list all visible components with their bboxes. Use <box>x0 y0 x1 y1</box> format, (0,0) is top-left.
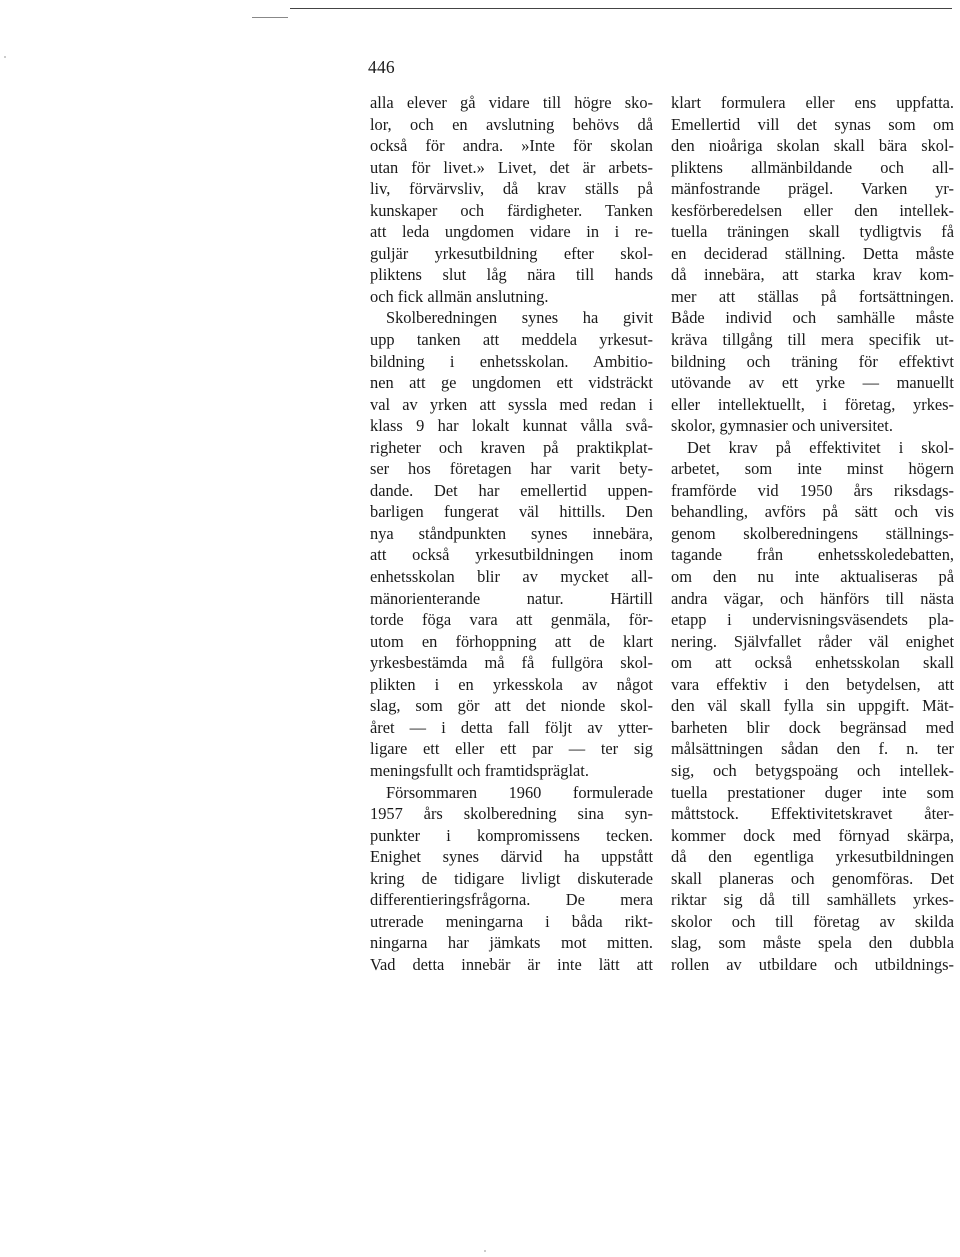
text-line: nya ståndpunkten synes innebära, <box>370 523 653 543</box>
text-line: nen att ge ungdomen ett vidsträckt <box>370 373 653 393</box>
text-line: måttstock. Effektivitetskravet åter- <box>671 804 954 824</box>
text-line: Enighet synes därvid ha uppstått <box>370 847 653 867</box>
text-line: vara effektiv i den betydelsen, att <box>671 674 954 694</box>
text-line: bildning och träning för effektivt <box>671 351 954 371</box>
text-line: om den nu inte aktualiseras på <box>671 567 954 587</box>
text-line: dande. Det har emellertid uppen- <box>370 480 653 500</box>
text-line: differentieringsfrågorna. De mera <box>370 890 653 910</box>
text-line: klass 9 har lokalt kunnat vålla svå- <box>370 416 653 436</box>
text-line: en deciderad ställning. Detta måste <box>671 243 954 263</box>
text-line: yrkesbestämda må få fullgöra skol- <box>370 653 653 673</box>
text-line: pliktens slut låg nära till hands <box>370 265 653 285</box>
text-line: kräva tillgång till mera specifik ut- <box>671 330 954 350</box>
text-line: upp tanken att meddela yrkesut- <box>370 330 653 350</box>
scan-speck <box>4 56 6 58</box>
text-line: Emellertid vill det synas som om <box>671 114 954 134</box>
text-line: kunskaper och färdigheter. Tanken <box>370 200 653 220</box>
text-line: Både individ och samhälle måste <box>671 308 954 328</box>
text-line: utrerade meningarna i båda rikt- <box>370 911 653 931</box>
text-line: då den egentliga yrkesutbildningen <box>671 847 954 867</box>
text-line: den nioåriga skolan skall bära skol- <box>671 136 954 156</box>
text-line: righeter och kraven på praktikplat- <box>370 437 653 457</box>
text-line: kesförberedelsen eller den intellek- <box>671 200 954 220</box>
text-line: 1957 års skolberedning sina syn- <box>370 804 653 824</box>
text-line: året — i detta fall följt av ytter- <box>370 717 653 737</box>
text-line: nering. Självfallet råder väl enighet <box>671 631 954 651</box>
text-line: val av yrken att syssla med redan i <box>370 394 653 414</box>
text-line: bildning i enhetsskolan. Ambitio- <box>370 351 653 371</box>
right-text-column <box>671 92 954 975</box>
text-line: tuella träningen skall tydligtvis få <box>671 222 954 242</box>
text-line: utövande av ett yrke — manuellt <box>671 373 954 393</box>
text-line: slag, som måste spela den dubbla <box>671 933 954 953</box>
text-line: då innebära, att starka krav kom- <box>671 265 954 285</box>
text-line: klart formulera eller ens uppfatta. <box>671 93 954 112</box>
text-line: Det krav på effektivitet i skol- <box>687 437 954 457</box>
text-line: utan för livet.» Livet, det är arbets- <box>370 157 653 177</box>
text-line: Vad detta innebär är inte lätt att <box>370 954 653 974</box>
page-number: 446 <box>368 57 395 77</box>
text-line: eller intellektuellt, i företag, yrkes- <box>671 394 954 414</box>
text-line: skall planeras och genomföras. Det <box>671 868 954 888</box>
text-line: plikten i en yrkesskola av något <box>370 674 653 694</box>
text-line: Skolberedningen synes ha givit <box>386 308 653 328</box>
text-line: genom skolberedningens ställnings- <box>671 523 954 543</box>
text-line: sig, och betygspoäng och intellek- <box>671 760 954 780</box>
text-line: etapp i undervisningsväsendets pla- <box>671 610 954 630</box>
text-line: liv, förvärvsliv, då krav ställs på <box>370 179 653 199</box>
text-line: guljär yrkesutbildning efter skol- <box>370 243 653 263</box>
text-line: barligen fungerat väl hittills. Den <box>370 502 653 522</box>
text-line: tagande från enhetsskoledebatten, <box>671 545 954 565</box>
text-line: meningsfullt och framtidspräglat. <box>370 760 589 780</box>
text-line: och fick allmän anslutning. <box>370 286 549 306</box>
text-line: torde föga vara att genmäla, för- <box>370 610 653 630</box>
text-line: arbetet, som inte minst högern <box>671 459 954 479</box>
text-line: den väl skall fylla sin uppgift. Mät- <box>671 696 954 716</box>
text-line: mänorienterande natur. Härtill <box>370 588 653 608</box>
text-line: skolor och till företag av skilda <box>671 911 954 931</box>
text-line: målsättningen sådan den f. n. ter <box>671 739 954 759</box>
text-line: att leda ungdomen vidare in i re- <box>370 222 653 242</box>
text-line: alla elever gå vidare till högre sko- <box>370 93 653 112</box>
text-line: tuella prestationer duger inte som <box>671 782 954 802</box>
text-line: ningarna har jämkats mot mitten. <box>370 933 653 953</box>
text-line: punkter i kompromissens tecken. <box>370 825 653 845</box>
text-line: pliktens allmänbildande och all- <box>671 157 954 177</box>
text-line: framförde vid 1950 års riksdags- <box>671 480 954 500</box>
text-line: också för andra. »Inte för skolan <box>370 136 653 156</box>
text-line: mänfostrande prägel. Varken yr- <box>671 179 954 199</box>
text-line: lor, och en avslutning behövs då <box>370 114 653 134</box>
top-rule-short <box>252 17 288 18</box>
scan-speck <box>484 1250 486 1252</box>
text-line: att också yrkesutbildningen inom <box>370 545 653 565</box>
text-line: andra vägar, och hänförs till nästa <box>671 588 954 608</box>
left-text-column <box>370 92 653 975</box>
top-rule <box>290 8 952 9</box>
text-line: Försommaren 1960 formulerade <box>386 782 653 802</box>
text-line: ligare ett eller ett par — ter sig <box>370 739 653 759</box>
text-line: riktar sig då till samhällets yrkes- <box>671 890 954 910</box>
text-line: behandling, avförs på sätt och vis <box>671 502 954 522</box>
text-line: barheten blir dock begränsad med <box>671 717 954 737</box>
text-line: utom en förhoppning att de klart <box>370 631 653 651</box>
text-line: slag, som gör att det nionde skol- <box>370 696 653 716</box>
text-line: mer att ställas på fortsättningen. <box>671 286 954 306</box>
text-line: skolor, gymnasier och universitet. <box>671 416 893 436</box>
text-line: kring de tidigare livligt diskuterade <box>370 868 653 888</box>
text-line: rollen av utbildare och utbildnings- <box>671 954 954 974</box>
text-line: ser hos företagen har varit bety- <box>370 459 653 479</box>
text-line: kommer dock med förnyad skärpa, <box>671 825 954 845</box>
text-line: om att också enhetsskolan skall <box>671 653 954 673</box>
text-line: enhetsskolan blir av mycket all- <box>370 567 653 587</box>
